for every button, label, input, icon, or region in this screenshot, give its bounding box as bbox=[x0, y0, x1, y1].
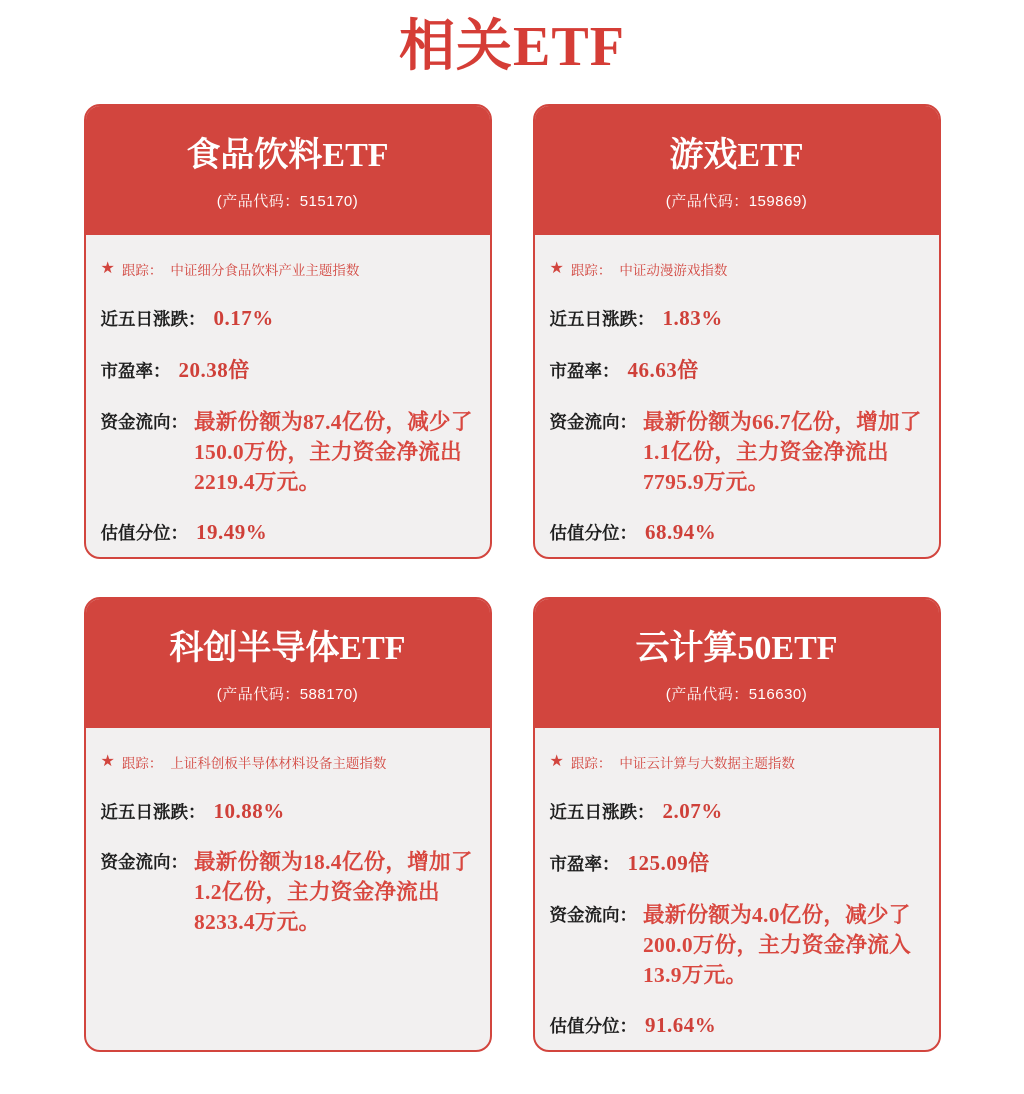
track-index-name: 中证细分食品饮料产业主题指数 bbox=[170, 263, 360, 278]
etf-name: 食品饮料ETF bbox=[186, 137, 389, 174]
pe-ratio-row bbox=[550, 354, 924, 384]
etf-card bbox=[533, 597, 941, 1052]
etf-card-body bbox=[535, 235, 939, 559]
track-index-name: 中证云计算与大数据主题指数 bbox=[619, 756, 795, 771]
track-index-name: 中证动漫游戏指数 bbox=[619, 263, 728, 278]
fund-flow-value: 最新份额为18.4亿份，增加了1.2亿份，主力资金净流出8233.4万元。 bbox=[194, 850, 473, 934]
five-day-change-row bbox=[550, 306, 924, 331]
five-day-change-value: 1.83% bbox=[662, 306, 723, 330]
fund-flow-label: 资金流向： bbox=[549, 905, 637, 925]
etf-card-header bbox=[86, 106, 490, 235]
pe-ratio-label: 市盈率： bbox=[100, 361, 171, 381]
track-index-row bbox=[101, 752, 475, 772]
etf-card-grid bbox=[0, 104, 1024, 1052]
etf-product-code: (产品代码：159869) bbox=[665, 193, 808, 210]
track-index-name: 上证科创板半导体材料设备主题指数 bbox=[170, 756, 387, 771]
etf-card-body bbox=[86, 728, 490, 1050]
track-label: 跟踪： bbox=[121, 756, 163, 771]
five-day-change-row bbox=[101, 306, 475, 331]
valuation-percentile-value: 68.94% bbox=[645, 520, 717, 544]
track-index-row bbox=[550, 752, 924, 772]
pe-ratio-row bbox=[101, 354, 475, 384]
star-icon: ★ bbox=[100, 753, 115, 770]
etf-card-header bbox=[86, 599, 490, 728]
star-icon: ★ bbox=[549, 260, 564, 277]
five-day-change-value: 10.88% bbox=[213, 799, 285, 823]
five-day-change-label: 近五日涨跌： bbox=[549, 802, 655, 822]
fund-flow-row bbox=[550, 407, 924, 497]
fund-flow-value: 最新份额为87.4亿份，减少了150.0万份，主力资金净流出2219.4万元。 bbox=[194, 410, 473, 494]
track-label: 跟踪： bbox=[570, 756, 612, 771]
etf-card-body bbox=[535, 728, 939, 1052]
etf-card-header bbox=[535, 106, 939, 235]
etf-product-code: (产品代码：588170) bbox=[216, 686, 359, 703]
valuation-percentile-value: 91.64% bbox=[645, 1013, 717, 1037]
etf-product-code: (产品代码：515170) bbox=[216, 193, 359, 210]
pe-ratio-label: 市盈率： bbox=[549, 361, 620, 381]
etf-name: 云计算50ETF bbox=[635, 630, 838, 667]
etf-product-code: (产品代码：516630) bbox=[665, 686, 808, 703]
etf-name: 科创半导体ETF bbox=[169, 630, 406, 667]
pe-ratio-label: 市盈率： bbox=[549, 854, 620, 874]
pe-ratio-value: 46.63倍 bbox=[627, 358, 699, 382]
five-day-change-row bbox=[101, 799, 475, 824]
valuation-percentile-row bbox=[101, 520, 475, 545]
five-day-change-value: 0.17% bbox=[213, 306, 274, 330]
track-label: 跟踪： bbox=[121, 263, 163, 278]
pe-ratio-value: 125.09倍 bbox=[627, 851, 710, 875]
fund-flow-label: 资金流向： bbox=[100, 412, 188, 432]
five-day-change-label: 近五日涨跌： bbox=[100, 309, 206, 329]
track-index-row bbox=[550, 259, 924, 279]
fund-flow-label: 资金流向： bbox=[100, 852, 188, 872]
five-day-change-row bbox=[550, 799, 924, 824]
valuation-percentile-label: 估值分位： bbox=[549, 523, 637, 543]
valuation-percentile-row bbox=[550, 1013, 924, 1038]
fund-flow-value: 最新份额为4.0亿份，减少了200.0万份，主力资金净流入13.9万元。 bbox=[643, 903, 911, 987]
etf-name: 游戏ETF bbox=[669, 137, 804, 174]
valuation-percentile-label: 估值分位： bbox=[549, 1016, 637, 1036]
pe-ratio-row bbox=[550, 847, 924, 877]
valuation-percentile-label: 估值分位： bbox=[100, 523, 188, 543]
five-day-change-label: 近五日涨跌： bbox=[100, 802, 206, 822]
track-label: 跟踪： bbox=[570, 263, 612, 278]
etf-card bbox=[84, 104, 492, 559]
five-day-change-value: 2.07% bbox=[662, 799, 723, 823]
page-title: 相关ETF bbox=[399, 16, 625, 78]
track-index-row bbox=[101, 259, 475, 279]
fund-flow-row bbox=[101, 847, 475, 937]
valuation-percentile-value: 19.49% bbox=[196, 520, 268, 544]
five-day-change-label: 近五日涨跌： bbox=[549, 309, 655, 329]
fund-flow-value: 最新份额为66.7亿份，增加了1.1亿份，主力资金净流出7795.9万元。 bbox=[643, 410, 922, 494]
fund-flow-label: 资金流向： bbox=[549, 412, 637, 432]
etf-card bbox=[84, 597, 492, 1052]
valuation-percentile-row bbox=[550, 520, 924, 545]
pe-ratio-value: 20.38倍 bbox=[178, 358, 250, 382]
star-icon: ★ bbox=[100, 260, 115, 277]
fund-flow-row bbox=[101, 407, 475, 497]
etf-card bbox=[533, 104, 941, 559]
etf-card-body bbox=[86, 235, 490, 559]
etf-card-header bbox=[535, 599, 939, 728]
star-icon: ★ bbox=[549, 753, 564, 770]
fund-flow-row bbox=[550, 900, 924, 990]
